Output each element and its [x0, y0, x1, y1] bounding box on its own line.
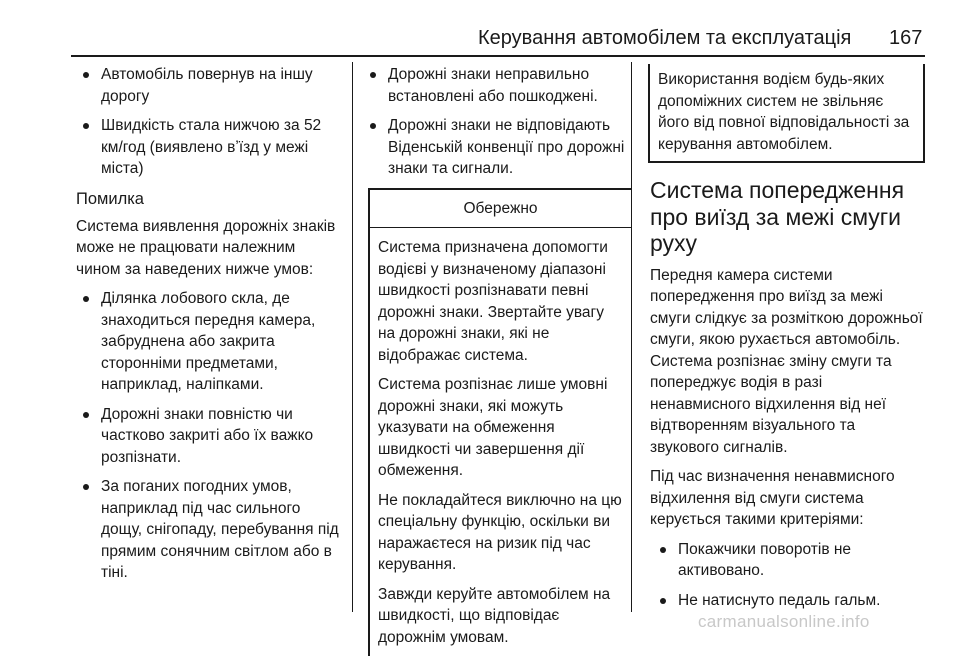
paragraph: Передня камера системи попередження про виїзд за межі смуги слідкує за розміткою дорожньої смуги, якою рухається автомобіль. Система розпізнає зміну смуги та попереджує водія в разі ненавмисного відхилення від неї відтворенням візуального та звукового сигналів.	[650, 265, 925, 459]
warning-paragraph: Система призначена допомогти водієві у визначеному діапазоні швидкості розпізнавати певні дорожні знаки. Звертайте увагу на дорожні знаки, які не відображає система.	[378, 237, 623, 366]
list-item: За поганих погодних умов, наприклад під час сильного дощу, снігопаду, перебування під прямим сонячним світлом або в тіні.	[73, 476, 344, 584]
list-item: Дорожні знаки не відповідають Віденській конвенції про дорожні знаки та сигнали.	[360, 115, 630, 180]
section-subheading: Помилка	[76, 188, 344, 210]
warning-title: Обережно	[370, 190, 631, 229]
watermark: carmanualsonline.info	[698, 612, 870, 632]
list-item: Автомобіль повернув на іншу дорогу	[73, 64, 344, 107]
section-heading: Система попередження про виїзд за межі смуги руху	[650, 177, 925, 257]
list-item: Дорожні знаки неправильно встановлені або пошкоджені.	[360, 64, 630, 107]
page-number: 167	[889, 26, 922, 50]
page-header-title: Керування автомобілем та експлуатація	[478, 26, 851, 50]
column-right	[640, 64, 925, 619]
column-divider-1	[352, 62, 353, 612]
column-left	[76, 64, 344, 592]
header-divider	[71, 55, 925, 57]
paragraph: Під час визначення ненавмисного відхилення від смуги система керується такими критеріями:	[650, 466, 925, 531]
note-box	[648, 64, 925, 163]
warning-paragraph: Завжди керуйте автомобілем на швидкості, що відповідає дорожнім умовам.	[378, 584, 623, 649]
list-item: Дорожні знаки повністю чи частково закриті або їх важко розпізнати.	[73, 404, 344, 469]
list-item: Покажчики поворотів не активовано.	[650, 539, 925, 582]
warning-body	[370, 228, 631, 656]
list-item: Ділянка лобового скла, де знаходиться передня камера, забруднена або закрита сторонніми предметами, наприклад, наліпками.	[73, 288, 344, 396]
warning-paragraph: Не покладайтеся виключно на цю спеціальну функцію, оскільки ви наражаєтеся на ризик під час керування.	[378, 490, 623, 576]
list-item: Не натиснуто педаль гальм.	[650, 590, 925, 612]
column-divider-2	[631, 62, 632, 612]
warning-box	[368, 188, 631, 656]
list-item: Швидкість стала нижчою за 52 км/год (виявлено вʼїзд у межі міста)	[73, 115, 344, 180]
note-text: Використання водієм будь-яких допоміжних систем не звільняє його від повної відповідальності за керування автомобілем.	[658, 69, 915, 155]
lane-warning-section	[640, 177, 925, 611]
warning-paragraph: Система розпізнає лише умовні дорожні знаки, які можуть указувати на обмеження швидкості чи завершення дії обмеження.	[378, 374, 623, 482]
paragraph: Система виявлення дорожніх знаків може не працювати належним чином за наведених нижче умов:	[76, 216, 344, 281]
column-middle	[360, 64, 630, 656]
